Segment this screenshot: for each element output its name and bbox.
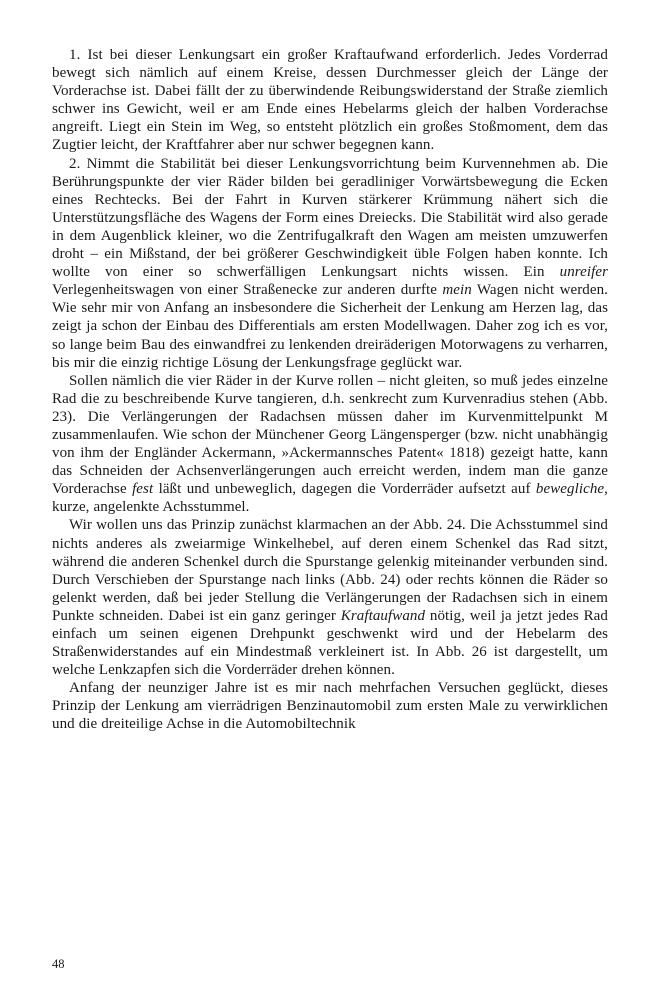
text-run: nötig, weil ja jetzt jedes Rad einfach um seinen eigenen Drehpunkt geschwenkt wird und der Hebelarm des Straßenwiderstandes auf ein Mindestmaß verkleinert ist. In Abb. 26 ist dargestellt, um welche Lenkzapfen sich die Vorderräder drehen können. xyxy=(52,607,608,679)
text-run: 1. Ist bei dieser Lenkungsart ein großer Kraftaufwand erforderlich. Jedes Vorderrad bewegt sich nämlich auf einem Kreise, dessen Durchmesser gleich der Länge der Vorderachse ist. Dabei fällt der zu überwindende Reibungswiderstand der Straße ziemlich schwer ins Gewicht, weil er am Ende eines Hebelarms gleich der halben Vorderachse angreift. Liegt ein Stein im Weg, so entsteht plötzlich ein großes Stoßmoment, dem das Zugtier leicht, der Kraftfahrer aber nur schwer begegnen kann. xyxy=(52,47,608,154)
paragraph xyxy=(52,46,608,155)
paragraph xyxy=(52,155,608,372)
text-run: , kurze, angelenkte Achsstummel. xyxy=(52,481,608,516)
page-number: 48 xyxy=(52,956,65,971)
italic-text-run: fest xyxy=(132,481,154,498)
text-run: Wir wollen uns das Prinzip zunächst klarmachen an der Abb. 24. Die Achsstummel sind nichts anderes als zweiarmige Winkelhebel, auf deren einem Schenkel das Rad sitzt, während die anderen Schenkel durch die Spurstange gelenkig miteinander verbunden sind. Durch Verschieben der Spurstange nach links (Abb. 24) oder rechts können die Räder so gelenkt werden, daß bei jeder Stellung die Verlängerungen der Radachsen sich in einem Punkte schneiden. Dabei ist ein ganz geringer xyxy=(52,517,608,624)
italic-text-run: Kraftaufwand xyxy=(340,607,426,624)
text-run: Anfang der neunziger Jahre ist es mir nach mehrfachen Versuchen geglückt, dieses Prinzip der Lenkung am vierrädrigen Benzinautomobil zum ersten Male zu verwirklichen und die dreiteilige Achse in die Automobiltechnik xyxy=(52,680,608,733)
paragraph xyxy=(52,516,608,679)
paragraph xyxy=(52,372,608,517)
text-block xyxy=(52,46,608,734)
text-run: Verlegenheitswagen von einer Straßenecke zur anderen durfte xyxy=(52,282,443,299)
italic-text-run: bewegliche xyxy=(535,481,605,498)
text-run: Wagen nicht werden. Wie sehr mir von Anfang an insbesondere die Sicherheit der Lenkung am Herzen lag, das zeigt ja schon der Einbau des Differentials am ersten Modellwagen. Daher zog ich es vor, so lange beim Bau des einwandfrei zu lenkenden dreiräderigen Motorwagens zu verharren, bis mir die einzig richtige Lösung der Lenkungsfrage geglückt war. xyxy=(52,282,608,371)
text-run: Sollen nämlich die vier Räder in der Kurve rollen – nicht gleiten, so muß jedes einzelne Rad die zu beschreibende Kurve tangieren, d.h. senkrecht zum Kurvenradius stehen (Abb. 23). Die Verlängerungen der Radachsen müssen daher im Kurvenmittelpunkt M zusammenlaufen. Wie schon der Münchener Georg Längensperger (bzw. nicht unabhängig von ihm der Engländer Ackermann, »Ackermannsches Patent« 1818) gezeigt hatte, kann das Schneiden der Achsenverlängerungen auch erreicht werden, indem man die ganze Vorderachse xyxy=(52,372,608,498)
text-run: 2. Nimmt die Stabilität bei dieser Lenkungsvorrichtung beim Kurvennehmen ab. Die Berührungspunkte der vier Räder bilden bei geradliniger Vorwärtsbewegung die Ecken eines Rechtecks. Bei der Fahrt in Kurven stärkerer Krümmung nähert sich die Unterstützungsfläche des Wagens der Form eines Dreiecks. Die Stabilität wird also gerade in dem Augenblick kleiner, wo die Zentrifugalkraft den Wagen am meisten umzuwerfen droht – ein Mißstand, der bei größerer Geschwindigkeit üble Folgen haben konnte. Ich wollte von einer so schwerfälligen Lenkungsart nichts wissen. Ein xyxy=(52,155,608,281)
paragraph xyxy=(52,679,608,733)
italic-text-run: mein xyxy=(442,282,472,299)
italic-text-run: unreifer xyxy=(559,264,608,281)
text-run: läßt und unbeweglich, dagegen die Vorderräder aufsetzt auf xyxy=(153,481,536,498)
